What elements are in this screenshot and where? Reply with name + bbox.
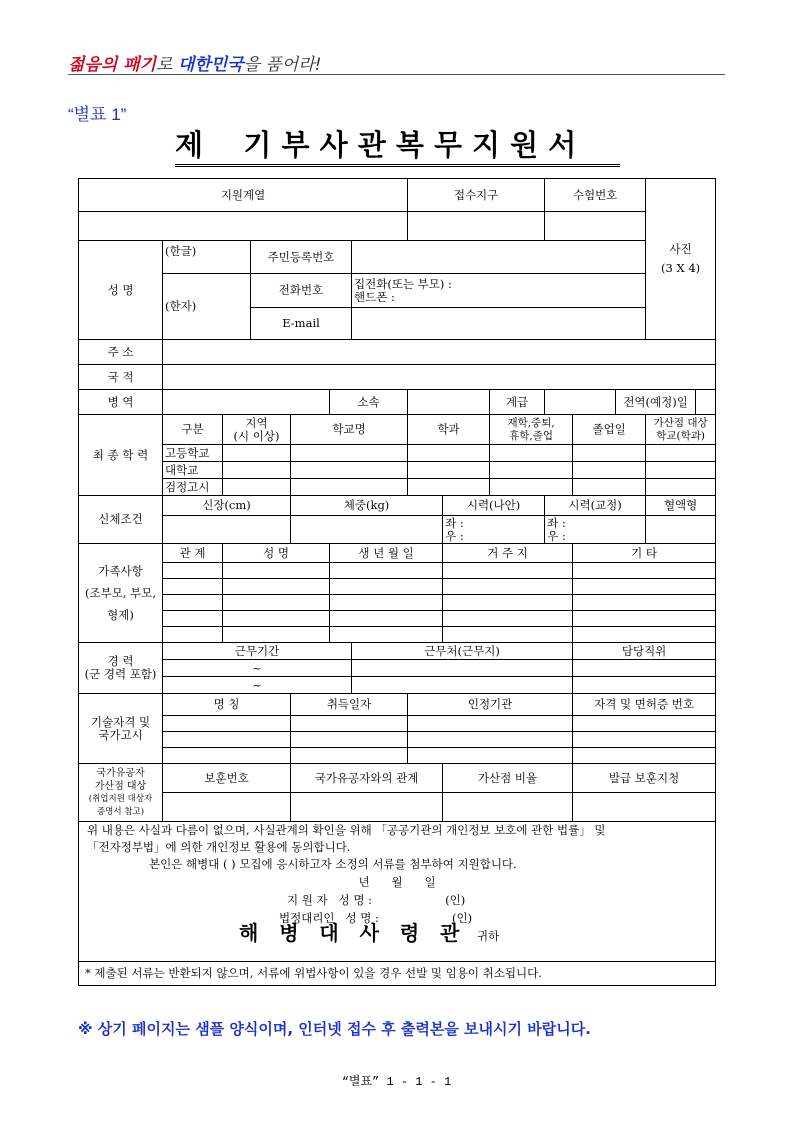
merit-cell[interactable] [291, 793, 443, 822]
slogan-part-3: 대한민국 [177, 55, 244, 75]
right-eye-label: 우 : [445, 528, 464, 543]
cert-cell[interactable] [573, 748, 716, 764]
family-cell[interactable] [163, 595, 223, 611]
edu-cell[interactable] [646, 445, 716, 462]
edu-header-status: 재학,중퇴, 휴학,졸업 [490, 415, 573, 445]
military-field[interactable] [163, 390, 330, 415]
edu-cell[interactable] [223, 445, 291, 462]
affiliation-field[interactable] [408, 390, 490, 415]
merit-cell[interactable] [443, 793, 573, 822]
consent-line-2: 「전자정부법」에 의한 개인정보 활용에 동의합니다. [87, 840, 351, 854]
recipient-label: 귀하 [477, 929, 500, 943]
right-eye-label: 우 : [547, 528, 566, 543]
merit-cell[interactable] [573, 793, 716, 822]
edu-cell[interactable] [223, 479, 291, 496]
nationality-field[interactable] [163, 365, 716, 390]
exam-number-field[interactable] [545, 212, 646, 241]
receipt-region-field[interactable] [408, 212, 545, 241]
family-cell[interactable] [443, 611, 573, 627]
weight-field[interactable] [291, 516, 443, 544]
slogan-part-1: 젊음의 패기 [68, 55, 157, 75]
cert-cell[interactable] [291, 716, 408, 732]
cert-cell[interactable] [163, 716, 291, 732]
career-cell[interactable] [352, 677, 573, 694]
photo-box[interactable] [646, 179, 716, 340]
merit-label-4: 증명서 참고) [96, 806, 145, 817]
cert-cell[interactable] [573, 732, 716, 748]
career-cell[interactable] [352, 660, 573, 677]
cert-cell[interactable] [408, 732, 573, 748]
family-cell[interactable] [330, 563, 443, 579]
discharge-date-field[interactable] [696, 390, 716, 415]
family-cell[interactable] [573, 579, 716, 595]
edu-row-highschool: 고등학교 [163, 445, 223, 462]
cert-label-1: 기술자격 및 [90, 714, 151, 729]
edu-cell[interactable] [223, 462, 291, 479]
corrected-vision-field[interactable] [545, 516, 646, 544]
family-cell[interactable] [163, 563, 223, 579]
edu-cell[interactable] [408, 445, 490, 462]
form-title: 제 기 부 사 관 복 무 지 원 서 [175, 128, 620, 167]
family-label-1: 가족사항 [98, 564, 143, 578]
application-form-table [78, 178, 716, 986]
cert-label [79, 694, 163, 764]
family-cell[interactable] [573, 627, 716, 643]
merit-label-3: (취업지원 대상자 [88, 793, 153, 804]
family-cell[interactable] [573, 611, 716, 627]
merit-cell[interactable] [163, 793, 291, 822]
address-field[interactable] [163, 340, 716, 365]
agent-line: 법정대리인 성 명 : (인) [279, 911, 473, 925]
photo-size: (3 X 4) [661, 261, 701, 275]
edu-cell[interactable] [573, 462, 646, 479]
exam-number-header: 수험번호 [545, 179, 646, 212]
family-cell[interactable] [443, 579, 573, 595]
home-phone-label: 집전화(또는 부모) : [354, 276, 452, 291]
sample-notice: ※ 상기 페이지는 샘플 양식이며, 인터넷 접수 후 출력본을 보내시기 바랍니다. [78, 1020, 591, 1038]
apply-series-header: 지원계열 [79, 179, 408, 212]
phone-label: 전화번호 [251, 274, 352, 308]
family-cell[interactable] [443, 627, 573, 643]
edu-cell[interactable] [408, 462, 490, 479]
edu-cell[interactable] [291, 445, 408, 462]
name-label: 성 명 [79, 241, 163, 340]
family-cell[interactable] [163, 627, 223, 643]
photo-label: 사진 [669, 242, 692, 256]
family-label [79, 544, 163, 643]
mobile-label: 핸드폰 : [354, 289, 395, 304]
cert-cell[interactable] [163, 748, 291, 764]
edu-cell[interactable] [573, 445, 646, 462]
cert-cell[interactable] [291, 732, 408, 748]
merit-header-relation: 국가유공자와의 관계 [291, 764, 443, 793]
edu-header-type: 구분 [163, 415, 223, 445]
family-header-etc: 기 타 [573, 544, 716, 563]
body-label: 신체조건 [79, 496, 163, 544]
edu-header-grad-date: 졸업일 [573, 415, 646, 445]
body-header-blood: 혈액형 [646, 496, 716, 516]
merit-header-rate: 가산점 비율 [443, 764, 573, 793]
family-cell[interactable] [330, 627, 443, 643]
edu-cell[interactable] [646, 462, 716, 479]
annex-label: “별표 1” [68, 105, 127, 124]
career-header-workplace: 근무처(근무지) [352, 643, 573, 660]
family-cell[interactable] [443, 563, 573, 579]
cert-cell[interactable] [408, 716, 573, 732]
career-period-field[interactable]: ~ [163, 677, 352, 694]
slogan-part-2: 로 [156, 55, 178, 75]
career-header-period: 근무기간 [163, 643, 352, 660]
edu-header-bonus: 가산점 대상 학교(학과) [646, 415, 716, 445]
cert-cell[interactable] [291, 748, 408, 764]
email-label: E-mail [251, 308, 352, 340]
career-period-field[interactable]: ~ [163, 660, 352, 677]
cert-header-name: 명 칭 [163, 694, 291, 716]
family-cell[interactable] [573, 563, 716, 579]
edu-cell[interactable] [646, 479, 716, 496]
applicant-line: 지 원 자 성 명 : (인) [287, 893, 466, 907]
edu-cell[interactable] [408, 479, 490, 496]
footnote: * 제출된 서류는 반환되지 않으며, 서류에 위법사항이 있을 경우 선발 및 임용이 취소됩니다. [79, 962, 716, 986]
page-footer: “별표” 1 - 1 - 1 [341, 1075, 452, 1089]
family-cell[interactable] [330, 579, 443, 595]
edu-row-ged: 검정고시 [163, 479, 223, 496]
body-header-weight: 체중(kg) [291, 496, 443, 516]
address-label: 주 소 [79, 340, 163, 365]
apply-series-field[interactable] [79, 212, 408, 241]
merit-label-1: 국가유공자 [96, 767, 145, 779]
family-header-residence: 거 주 지 [443, 544, 573, 563]
blood-type-field[interactable] [646, 516, 716, 544]
career-cell[interactable] [573, 677, 716, 694]
nationality-label: 국 적 [79, 365, 163, 390]
edu-cell[interactable] [573, 479, 646, 496]
cert-label-2: 국가고시 [98, 727, 143, 742]
merit-header-office: 발급 보훈지청 [573, 764, 716, 793]
email-field[interactable] [352, 308, 646, 340]
military-label: 병 역 [79, 390, 163, 415]
cert-cell[interactable] [163, 732, 291, 748]
family-header-birth: 생 년 월 일 [330, 544, 443, 563]
left-eye-label: 좌 : [445, 515, 464, 530]
header-divider [68, 74, 725, 75]
body-header-corrected: 시력(교정) [545, 496, 646, 516]
commander-title: 해 병 대 사 령 관 [239, 921, 460, 945]
phone-field[interactable] [352, 274, 646, 308]
edu-header-major: 학과 [408, 415, 490, 445]
edu-cell[interactable] [490, 462, 573, 479]
family-cell[interactable] [223, 579, 330, 595]
cert-cell[interactable] [408, 748, 573, 764]
edu-header-region: 지역 (시 이상) [223, 415, 291, 445]
receipt-region-header: 접수지구 [408, 179, 545, 212]
merit-label-2: 가산점 대상 [94, 780, 147, 792]
family-cell[interactable] [163, 579, 223, 595]
height-field[interactable] [163, 516, 291, 544]
edu-header-school: 학교명 [291, 415, 408, 445]
cert-header-number: 자격 및 면허증 번호 [573, 694, 716, 716]
edu-cell[interactable] [490, 445, 573, 462]
affiliation-label: 소속 [330, 390, 408, 415]
slogan-part-4: 을 품어라! [243, 55, 322, 75]
family-cell[interactable] [330, 595, 443, 611]
family-cell[interactable] [223, 595, 330, 611]
family-cell[interactable] [223, 627, 330, 643]
consent-line-1: 위 내용은 사실과 다름이 없으며, 사실관계의 확인을 위해 「공공기관의 개인정보 보호에 관한 법률」 및 [87, 823, 606, 837]
edu-cell[interactable] [490, 479, 573, 496]
family-cell[interactable] [443, 595, 573, 611]
family-cell[interactable] [223, 611, 330, 627]
merit-label [79, 764, 163, 822]
slogan [68, 50, 321, 75]
education-label-text: 최 종 학 력 [92, 447, 149, 462]
merit-header-number: 보훈번호 [163, 764, 291, 793]
apply-sentence: 본인은 해병대 ( ) 모집에 응시하고자 소정의 서류를 첨부하여 지원합니다. [149, 857, 517, 871]
vision-field[interactable] [443, 516, 545, 544]
cert-cell[interactable] [573, 716, 716, 732]
name-hanja-field[interactable]: (한자) [163, 274, 251, 340]
date-line: 년 월 일 [358, 875, 436, 889]
name-korean-field[interactable]: (한글) [163, 241, 251, 274]
family-cell[interactable] [330, 611, 443, 627]
cert-header-date: 취득일자 [291, 694, 408, 716]
career-header-position: 담당직위 [573, 643, 716, 660]
resident-number-field[interactable] [352, 241, 646, 274]
rank-field[interactable] [545, 390, 616, 415]
body-header-height: 신장(cm) [163, 496, 291, 516]
family-cell[interactable] [573, 595, 716, 611]
left-eye-label: 좌 : [547, 515, 566, 530]
education-label [79, 415, 163, 496]
family-cell[interactable] [163, 611, 223, 627]
career-cell[interactable] [573, 660, 716, 677]
career-label-1: 경 력 [107, 654, 134, 668]
body-header-vision: 시력(나안) [443, 496, 545, 516]
family-label-2: (조부모, 부모, [85, 586, 156, 600]
edu-cell[interactable] [291, 462, 408, 479]
edu-cell[interactable] [291, 479, 408, 496]
edu-row-university: 대학교 [163, 462, 223, 479]
discharge-date-label: 전역(예정)일 [616, 390, 696, 415]
commander-line [87, 921, 707, 945]
family-header-relation: 관 계 [163, 544, 223, 563]
family-header-name: 성 명 [223, 544, 330, 563]
career-label-2: (군 경력 포함) [84, 667, 157, 681]
family-cell[interactable] [223, 563, 330, 579]
cert-header-agency: 인정기관 [408, 694, 573, 716]
resident-number-label: 주민등록번호 [251, 241, 352, 274]
declaration-block [79, 822, 716, 962]
family-label-3: 형제) [107, 608, 134, 622]
career-label [79, 643, 163, 694]
rank-label: 계급 [490, 390, 545, 415]
